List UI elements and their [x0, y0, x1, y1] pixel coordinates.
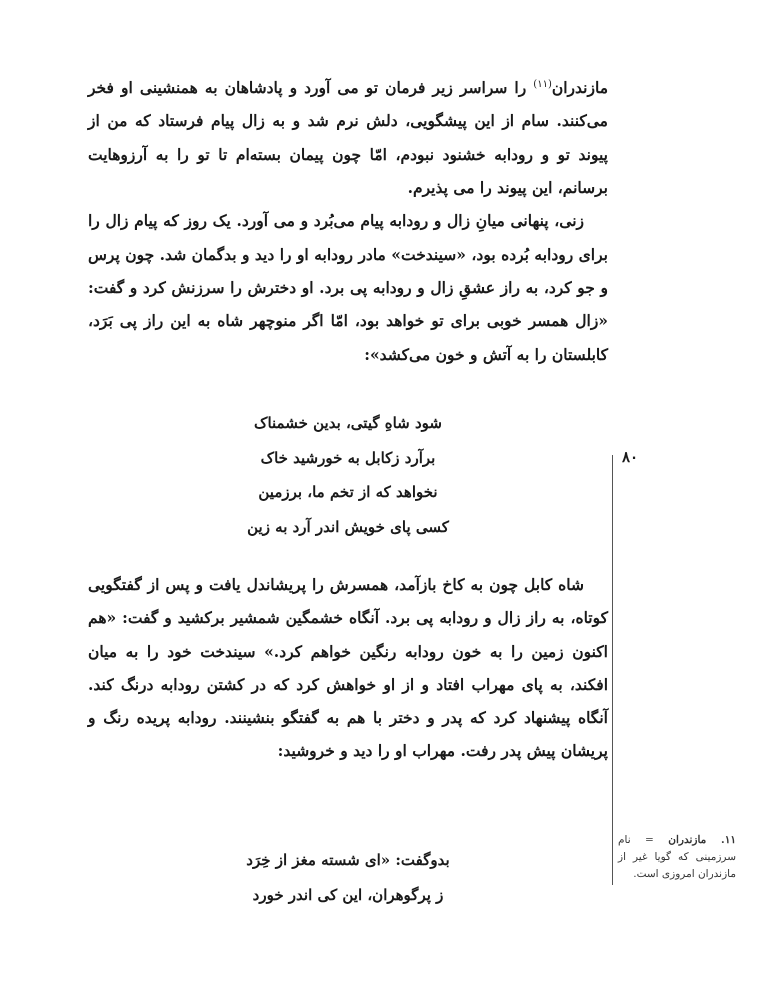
paragraph-1-text: را سراسر زیر فرمان تو می آورد و پادشاهان به همنشینی او فخر می‌کنند. سام از این پیشگویی، دلش نرم شد و به زال پیام فرستاد که من از پیوند تو و رودابه خشنود نبودم، امّا چون پیمان بسته‌ام تا تو را به آرزوهایت برسانم، این پیوند را می پذیرم. — [88, 78, 608, 198]
footnote-reference: (۱۱) — [533, 79, 552, 90]
verse-line: بدوگفت: «ای شسته مغز از خِرَد — [246, 851, 450, 869]
paragraph-3-block — [88, 568, 608, 768]
verse-line: کسی پای خویش اندر آرد به زین — [247, 517, 449, 536]
margin-divider — [612, 455, 613, 885]
verse-line: ز پرگوهران، این کی اندر خورد — [252, 885, 444, 904]
paragraph-2: زنی، پنهانی میانِ زال و رودابه پیام می‌بُرد و می آورد. یک روز که پیام زال را برای رودابه بُرده بود، «سیندخت» مادر رودابه او را دید و بدگمان شد. چون پرس و جو کرد، به راز عشقِ زال و رودابه پی برد. او دخترش را سرزنش کرد و گفت: «زال همسر خوبی برای تو خواهد بود، امّا اگر منوچهر شاه به این راز پی بَرَد، کابلستان را به آتش و خون می‌کشد»: — [88, 211, 608, 364]
verse-line: شود شاهِ گیتی، بدین خشمناک — [254, 414, 442, 432]
verse-line: نخواهد که از تخم ما، برزمین — [258, 483, 438, 501]
footnote-text: = نام سرزمینی که گویا غیر از مازندران امروزی است. — [618, 834, 736, 880]
verse-block-2 — [88, 843, 608, 912]
footnote-label: ۱۱. مازندران — [668, 834, 736, 846]
verse-line: برآرد زکابل به خورشید خاک — [260, 448, 436, 467]
paragraph-1-lead: مازندران — [551, 78, 608, 98]
verse-block-1 — [88, 406, 608, 544]
paragraph-1 — [88, 68, 608, 371]
page-number: ۸۰ — [622, 448, 639, 466]
footnote — [618, 832, 736, 883]
paragraph-3: شاه کابل چون به کاخ بازآمد، همسرش را پریشاندل یافت و پس از گفتگویی کوتاه، به راز زال و رودابه پی برد. آنگاه خشمگین شمشیر برکشید و گفت: «هم اکنون زمین را به خون رودابه رنگین خواهم کرد.» سیندخت خود را به میان افکند، به پای مهراب افتاد و از او خواهش کرد که در کشتن رودابه درنگ کند. آنگاه پیشنهاد کرد که پدر و دختر با هم به گفتگو بنشینند. رودابه پریده رنگ و پریشان پیش پدر رفت. مهراب او را دید و خروشید: — [88, 575, 608, 761]
